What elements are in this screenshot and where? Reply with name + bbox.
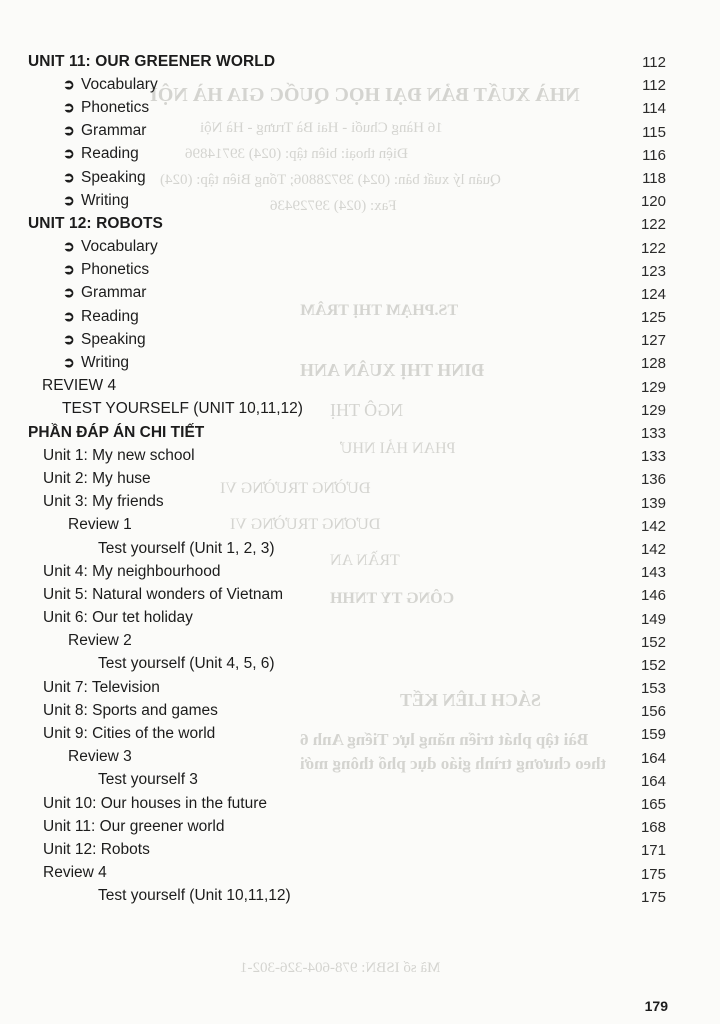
toc-entry-page: 133: [640, 448, 666, 466]
toc-entry-label: Unit 7: Television: [43, 678, 160, 696]
toc-entry-label: Unit 2: My huse: [43, 469, 151, 487]
toc-entry: [0, 305, 720, 328]
toc-entry: [0, 375, 720, 398]
toc-entry: [0, 722, 720, 745]
toc-entry-label: Reading: [81, 307, 139, 325]
toc-entry-title: [0, 609, 193, 627]
toc-entry-label: TEST YOURSELF (UNIT 10,11,12): [62, 400, 303, 418]
toc-entry-title: [0, 725, 215, 743]
toc-entry-label: Unit 4: My neighbourhood: [43, 562, 221, 580]
toc-entry: [0, 328, 720, 351]
toc-entry: [0, 491, 720, 514]
toc-entry-label: Writing: [81, 191, 129, 209]
toc-entry-label: PHẦN ĐÁP ÁN CHI TIẾT: [28, 423, 205, 441]
toc-entry: [0, 769, 720, 792]
toc-entry: [0, 236, 720, 259]
toc-entry-title: [0, 795, 267, 813]
toc-entry-label: Test yourself (Unit 1, 2, 3): [98, 539, 275, 557]
toc-entry: [0, 143, 720, 166]
arrow-bullet-icon: ➲: [63, 284, 75, 301]
toc-entry-label: Test yourself 3: [98, 771, 198, 789]
toc-entry-page: 124: [640, 285, 666, 303]
toc-entry-title: [0, 655, 275, 673]
toc-entry: [0, 560, 720, 583]
arrow-bullet-icon: ➲: [63, 168, 75, 185]
toc-entry-title: [0, 377, 116, 395]
bleed-through-background: NHÀ XUẤT BẢN ĐẠI HỌC QUỐC GIA HÀ NỘI 16 Hàng Chuối - Hai Bà Trưng - Hà Nội Điện thoại: biên tập: (024) 39714896 Quản lý xuất bản: (024) 39728806; Tổng Biên tập: (024) Fax: (024) 39729436 TS.PHẠM THỊ TRÂM ĐINH THỊ XUÂN ANH NGÔ THỊ PHAN HẢI NHƯ ĐƯỜNG TRƯỜNG VI DƯƠNG TRƯỜNG VI TRẦN AN CÔNG TY TNHH SÁCH LIÊN KẾT Bài tập phát triển năng lực Tiếng Anh 6 theo chương trình giáo dục phổ thông mới Mã số ISBN: 978-604-326-302-1: [150, 84, 607, 976]
toc-entry-title: [0, 400, 303, 418]
toc-entry-label: Unit 11: Our greener world: [43, 817, 225, 835]
toc-entry-title: [0, 76, 158, 94]
toc-entry-title: [0, 284, 146, 302]
toc-entry-page: 156: [640, 703, 666, 721]
toc-entry: [0, 583, 720, 606]
toc-entry-page: 122: [640, 216, 666, 234]
toc-entry-label: Grammar: [81, 122, 147, 140]
toc-entry-label: Unit 9: Cities of the world: [43, 725, 216, 743]
toc-entry: [0, 699, 720, 722]
toc-entry: [0, 862, 720, 885]
toc-entry: [0, 444, 720, 467]
toc-entry-label: Speaking: [81, 330, 146, 348]
toc-entry: [0, 467, 720, 490]
toc-entry-label: Review 1: [68, 516, 132, 534]
toc-entry: [0, 73, 720, 96]
toc-entry: [0, 885, 720, 908]
toc-entry-title: [0, 864, 107, 882]
toc-entry-label: Test yourself (Unit 4, 5, 6): [98, 655, 275, 673]
toc-entry-title: [0, 516, 132, 534]
toc-entry-page: 152: [640, 633, 666, 651]
toc-entry-title: [0, 122, 146, 140]
toc-entry-label: UNIT 12: ROBOTS: [28, 214, 163, 232]
toc-entry-label: Grammar: [81, 284, 147, 302]
arrow-bullet-icon: ➲: [63, 307, 75, 324]
toc-entry-label: Review 2: [68, 632, 132, 650]
toc-entry-title: [0, 331, 146, 349]
toc-entry-title: [0, 238, 158, 256]
toc-entry: [0, 259, 720, 282]
arrow-bullet-icon: ➲: [63, 145, 75, 162]
toc-entry-page: 153: [640, 680, 666, 698]
toc-entry-label: Review 4: [43, 864, 107, 882]
toc-entry: [0, 746, 720, 769]
toc-entry-page: 115: [642, 123, 666, 141]
toc-entry-label: Vocabulary: [81, 75, 158, 93]
toc-entry-label: Writing: [81, 354, 129, 372]
toc-entry-title: [0, 887, 291, 905]
toc-entry-label: Phonetics: [81, 261, 150, 279]
toc-entry-label: Unit 6: Our tet holiday: [43, 609, 193, 627]
toc-entry-title: [0, 563, 221, 581]
toc-entry: [0, 676, 720, 699]
toc-entry-title: [0, 771, 198, 789]
toc-entry-title: [0, 748, 132, 766]
toc-entry-page: 168: [640, 819, 666, 837]
toc-entry: [0, 537, 720, 560]
toc-entry: [0, 96, 720, 119]
arrow-bullet-icon: ➲: [63, 354, 75, 371]
toc-entry-title: [0, 540, 275, 558]
toc-entry-page: 112: [642, 77, 666, 95]
toc-entry-title: [0, 53, 275, 71]
toc-entry-title: [0, 261, 149, 279]
arrow-bullet-icon: ➲: [63, 98, 75, 115]
toc-entry-page: 152: [640, 656, 666, 674]
toc-entry-page: 118: [642, 169, 666, 187]
toc-entry: [0, 212, 720, 235]
toc-entry-page: 143: [640, 564, 666, 582]
toc-entry: [0, 50, 720, 73]
toc-entry-label: UNIT 11: OUR GREENER WORLD: [28, 52, 276, 70]
toc-entry-title: [0, 447, 195, 465]
toc-entry-label: Test yourself (Unit 10,11,12): [98, 887, 291, 905]
toc-entry-page: 164: [640, 749, 666, 767]
toc-entry-page: 129: [640, 378, 666, 396]
arrow-bullet-icon: ➲: [63, 261, 75, 278]
toc-entry-page: 149: [640, 610, 666, 628]
toc-entry-title: [0, 215, 163, 233]
arrow-bullet-icon: ➲: [63, 75, 75, 92]
toc-entry-page: 114: [642, 100, 666, 118]
toc-entry-page: 122: [640, 239, 666, 257]
toc-entry-title: [0, 354, 129, 372]
toc-entry-page: 171: [640, 842, 666, 860]
toc-entry: [0, 120, 720, 143]
arrow-bullet-icon: ➲: [63, 122, 75, 139]
arrow-bullet-icon: ➲: [63, 238, 75, 255]
toc-entry-page: 142: [640, 540, 666, 558]
toc-entry: [0, 815, 720, 838]
toc-entry-page: 127: [640, 332, 666, 350]
toc-entry-page: 120: [640, 193, 666, 211]
toc-entry-page: 128: [640, 355, 666, 373]
toc-entry-title: [0, 493, 164, 511]
arrow-bullet-icon: ➲: [63, 330, 75, 347]
toc-entry-title: [0, 424, 204, 442]
toc-entry-title: [0, 145, 139, 163]
toc-entry-title: [0, 702, 218, 720]
toc-entry-label: Phonetics: [81, 98, 150, 116]
toc-entry-label: Unit 10: Our houses in the future: [43, 794, 268, 812]
toc-entry: [0, 282, 720, 305]
toc-entry: [0, 398, 720, 421]
toc-entry-title: [0, 308, 139, 326]
toc-entry-page: 123: [640, 262, 666, 280]
toc-entry: [0, 607, 720, 630]
toc-entry-page: 133: [640, 425, 666, 442]
toc-entry-label: Unit 1: My new school: [43, 446, 195, 464]
toc-entry-label: Unit 5: Natural wonders of Vietnam: [43, 585, 284, 603]
table-of-contents: [0, 50, 720, 908]
toc-entry: [0, 189, 720, 212]
toc-entry-title: [0, 169, 146, 187]
toc-entry-title: [0, 192, 129, 210]
toc-entry: [0, 653, 720, 676]
toc-entry-page: 159: [640, 726, 666, 744]
toc-entry: [0, 792, 720, 815]
toc-entry-label: Review 3: [68, 748, 132, 766]
toc-entry-title: [0, 632, 132, 650]
page-number: 179: [644, 998, 668, 1014]
toc-entry-title: [0, 470, 151, 488]
toc-entry: [0, 351, 720, 374]
arrow-bullet-icon: ➲: [63, 191, 75, 208]
toc-entry-label: REVIEW 4: [42, 377, 117, 395]
toc-entry-page: 136: [640, 471, 666, 489]
toc-entry-page: 139: [640, 494, 666, 512]
toc-entry-page: 165: [640, 796, 666, 813]
toc-entry-page: 116: [642, 146, 666, 164]
toc-entry: [0, 514, 720, 537]
toc-entry: [0, 421, 720, 444]
toc-entry-label: Unit 3: My friends: [43, 493, 164, 511]
toc-entry-page: 142: [640, 517, 666, 535]
toc-entry-label: Speaking: [81, 168, 146, 186]
toc-entry-page: 125: [640, 309, 666, 327]
toc-entry-label: Unit 12: Robots: [43, 840, 150, 858]
toc-entry-page: 175: [640, 865, 666, 883]
toc-entry-label: Unit 8: Sports and games: [43, 701, 218, 719]
toc-entry-title: [0, 818, 225, 836]
toc-entry: [0, 166, 720, 189]
toc-entry-page: 112: [642, 54, 666, 71]
toc-entry-label: Vocabulary: [81, 238, 158, 256]
toc-entry-title: [0, 679, 160, 697]
toc-entry-page: 129: [640, 401, 666, 419]
toc-entry-page: 164: [640, 772, 666, 790]
toc-entry: [0, 838, 720, 861]
toc-entry-title: [0, 586, 283, 604]
toc-entry-page: 175: [640, 888, 666, 906]
toc-entry: [0, 630, 720, 653]
toc-entry-title: [0, 841, 150, 859]
toc-entry-title: [0, 99, 149, 117]
toc-entry-label: Reading: [81, 145, 139, 163]
toc-entry-page: 146: [640, 587, 666, 605]
